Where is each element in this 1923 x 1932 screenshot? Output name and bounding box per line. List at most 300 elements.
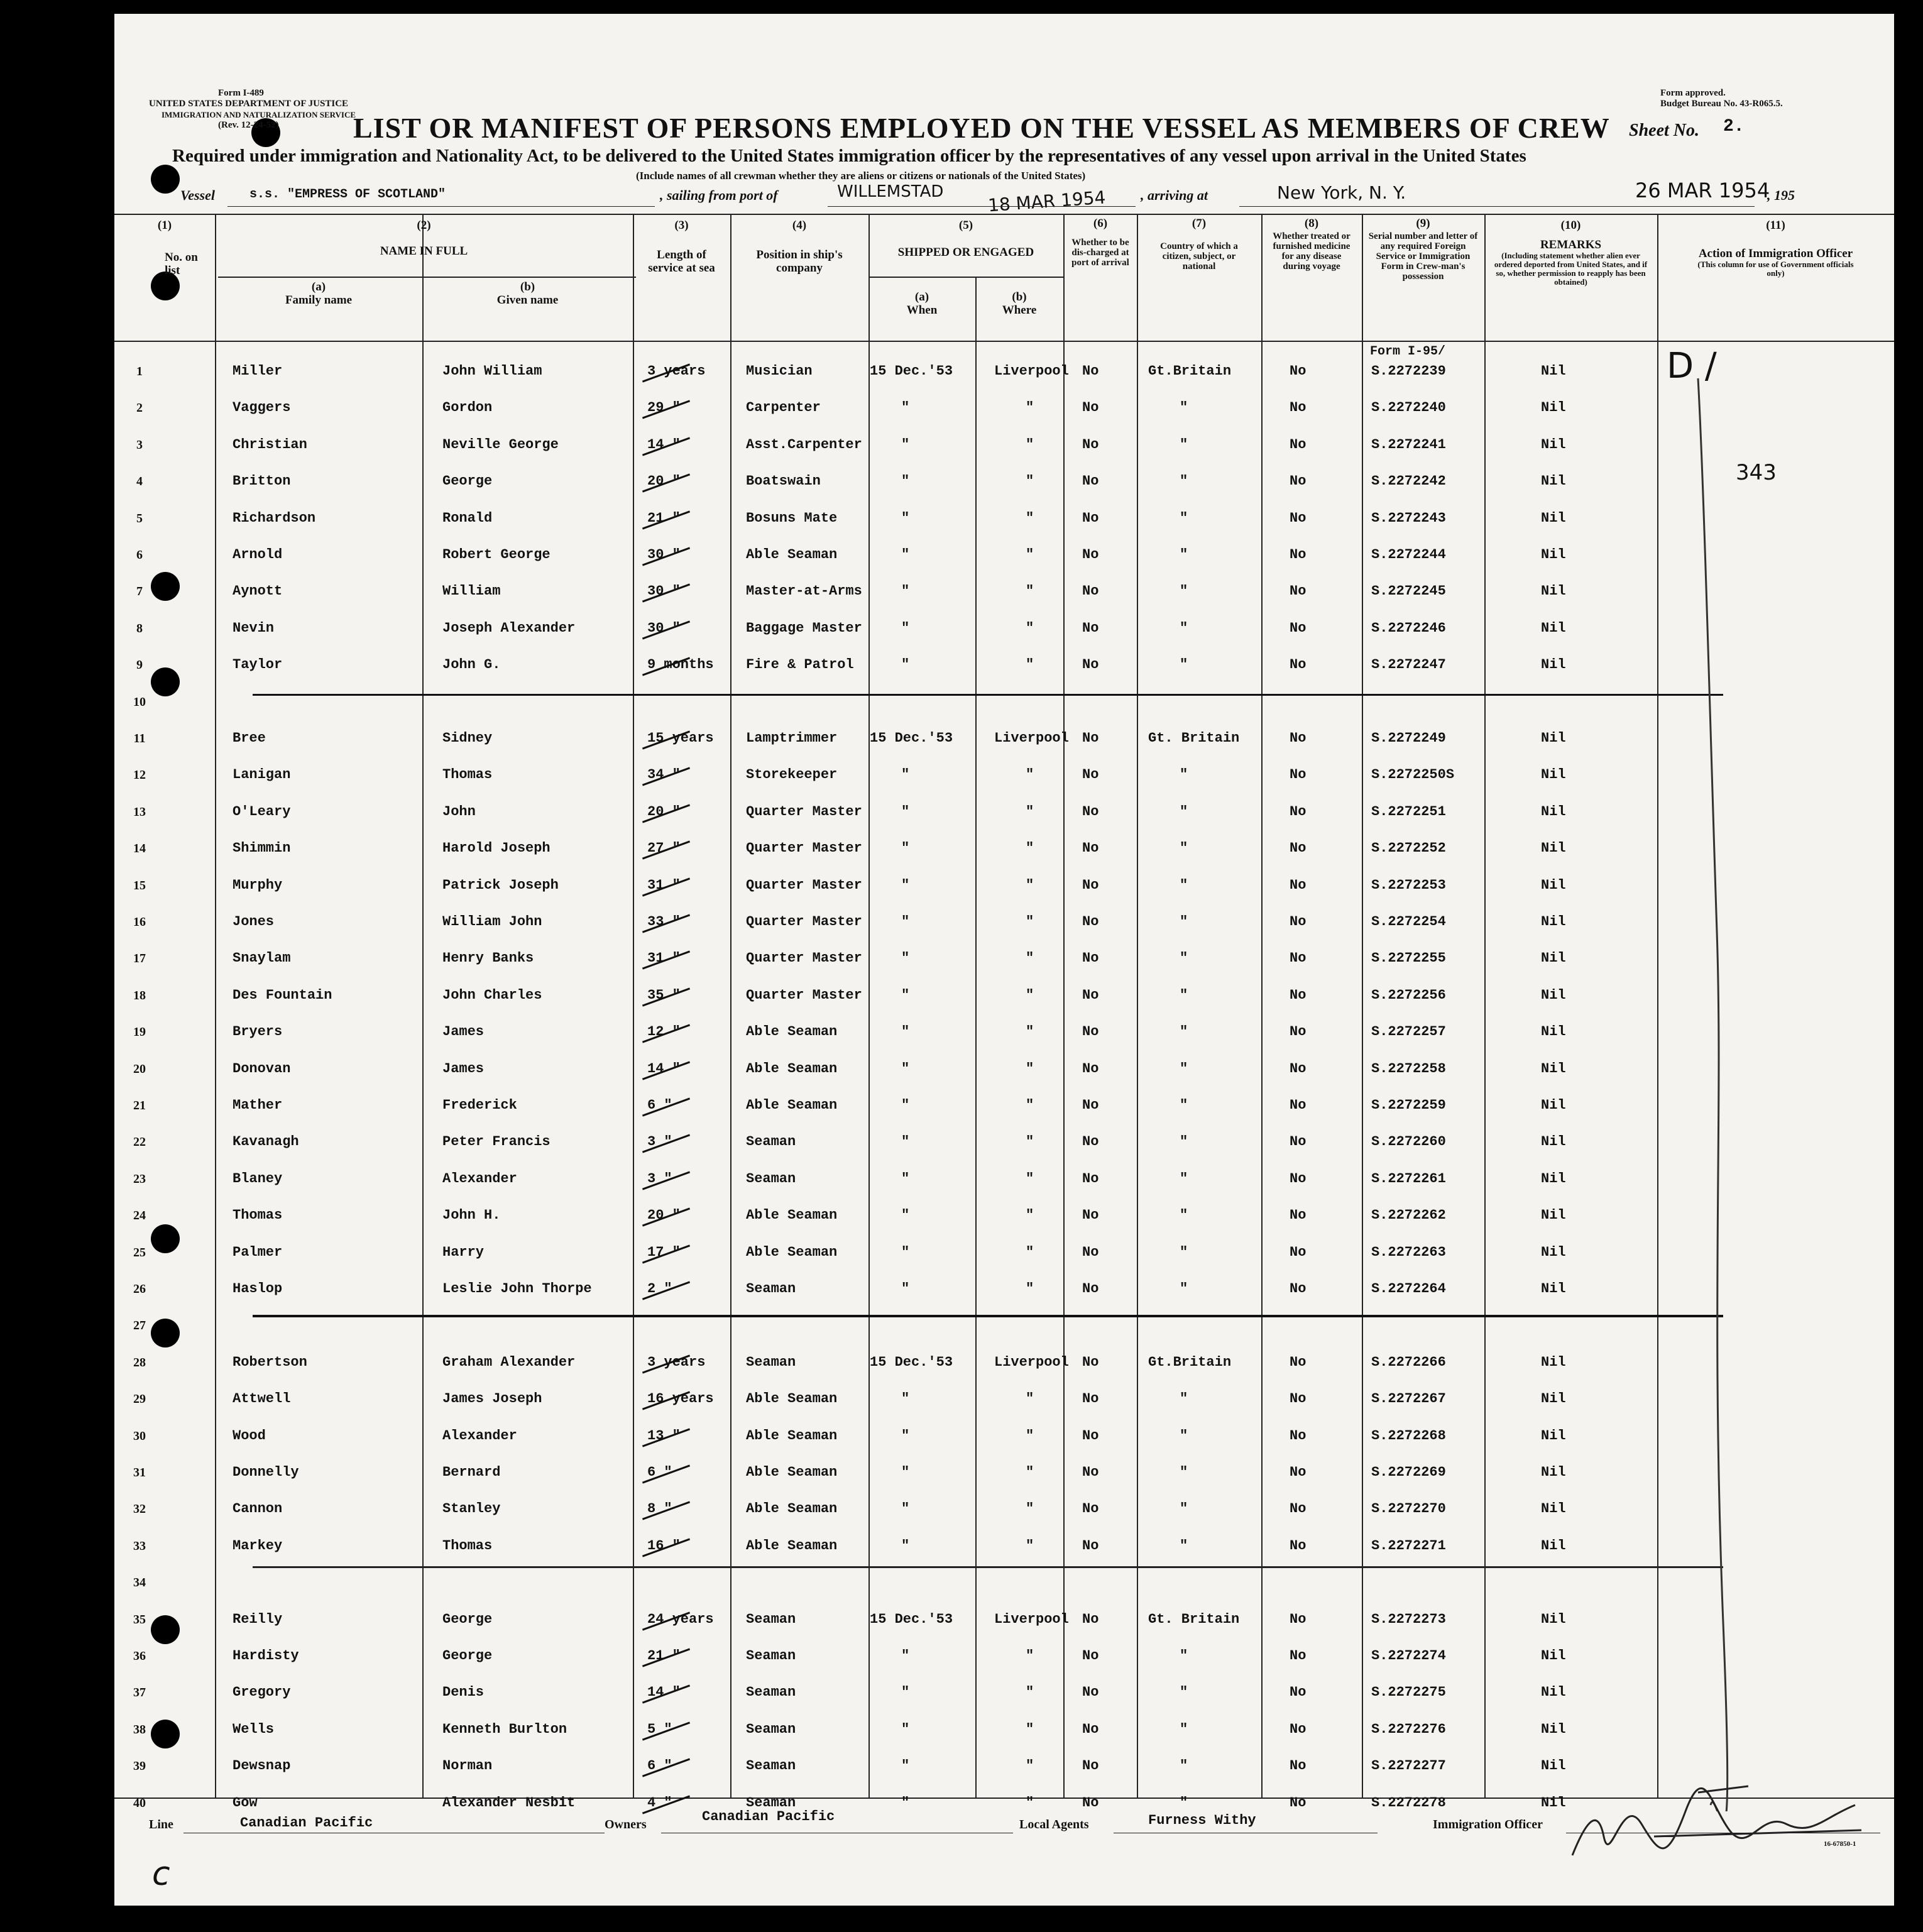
length-of-service: 27 ": [647, 840, 681, 856]
country: Gt.Britain: [1148, 363, 1232, 379]
vessel-name: s.s. "EMPRESS OF SCOTLAND": [249, 187, 446, 202]
length-of-service: 14 ": [647, 1061, 681, 1077]
shipped-when: ": [901, 1244, 910, 1260]
col4-header: (4) Position in ship's company: [756, 219, 843, 275]
given-name: James Joseph: [442, 1391, 542, 1407]
length-of-service: 5 ": [647, 1721, 672, 1737]
shipped-when: 15 Dec.'53: [870, 730, 953, 746]
discharged: No: [1082, 547, 1099, 563]
shipped-where: ": [1026, 583, 1034, 599]
remarks: Nil: [1541, 1758, 1566, 1774]
row-number: 4: [136, 475, 143, 488]
shipped-when: ": [901, 1207, 910, 1223]
remarks: Nil: [1541, 437, 1566, 453]
position: Seaman: [746, 1171, 796, 1187]
row-number: 28: [133, 1356, 146, 1369]
family-name: Kavanagh: [233, 1134, 299, 1150]
serial-number: S.2272271: [1371, 1538, 1446, 1554]
row-number: 13: [133, 805, 146, 819]
treated: No: [1290, 1097, 1307, 1113]
discharged: No: [1082, 840, 1099, 856]
treated: No: [1290, 1538, 1307, 1554]
shipped-when: ": [901, 547, 910, 563]
shipped-when: ": [901, 1648, 910, 1664]
row-number: 10: [133, 695, 146, 709]
shipped-when: ": [901, 510, 910, 526]
arrival-port: New York, N. Y.: [1277, 182, 1406, 203]
discharged: No: [1082, 730, 1099, 746]
shipped-when: ": [901, 987, 910, 1003]
length-of-service: 30 ": [647, 620, 681, 636]
serial-number: S.2272255: [1371, 950, 1446, 966]
given-name: Neville George: [442, 437, 559, 453]
given-name: Harry: [442, 1244, 485, 1260]
position: Boatswain: [746, 473, 821, 489]
treated: No: [1290, 1464, 1307, 1480]
given-name: Stanley: [442, 1501, 501, 1517]
discharged: No: [1082, 1611, 1099, 1627]
treated: No: [1290, 840, 1307, 856]
treated: No: [1290, 1648, 1307, 1664]
remarks: Nil: [1541, 510, 1566, 526]
row-number: 3: [136, 438, 143, 452]
row-number: 25: [133, 1246, 146, 1260]
remarks: Nil: [1541, 877, 1566, 893]
serial-number: S.2272258: [1371, 1061, 1446, 1077]
family-name: Britton: [233, 473, 291, 489]
family-name: Robertson: [233, 1354, 307, 1370]
position: Seaman: [746, 1648, 796, 1664]
remarks: Nil: [1541, 1024, 1566, 1040]
shipped-where: ": [1026, 987, 1034, 1003]
family-name: Cannon: [233, 1501, 283, 1517]
country: Gt.Britain: [1148, 1354, 1232, 1370]
family-name: Des Fountain: [233, 987, 332, 1003]
shipped-when: ": [901, 1538, 910, 1554]
given-name: Thomas: [442, 767, 493, 782]
col6-header: (6) Whether to be dis-charged at port of arrival: [1071, 217, 1129, 268]
serial-number: S.2272274: [1371, 1648, 1446, 1664]
subtitle: Required under immigration and Nationality Act, to be delivered to the United States immigration officer by the representatives of any vessel upon arrival in the United States: [172, 146, 1526, 166]
position: Carpenter: [746, 400, 821, 415]
discharged: No: [1082, 767, 1099, 782]
treated: No: [1290, 1281, 1307, 1297]
shipped-when: ": [901, 914, 910, 930]
remarks: Nil: [1541, 950, 1566, 966]
country: ": [1180, 510, 1188, 526]
family-name: Blaney: [233, 1171, 283, 1187]
shipped-where: ": [1026, 437, 1034, 453]
col5b-header: (b) Where: [1002, 290, 1037, 317]
line-value: Canadian Pacific: [240, 1815, 373, 1831]
treated: No: [1290, 987, 1307, 1003]
country: ": [1180, 804, 1188, 820]
serial-number: S.2272239: [1371, 363, 1446, 379]
family-name: Attwell: [233, 1391, 291, 1407]
row-number: 20: [133, 1062, 146, 1076]
col2-header: (2) NAME IN FULL: [380, 219, 468, 258]
position: Seaman: [746, 1721, 796, 1737]
length-of-service: 4 ": [647, 1795, 672, 1811]
row-number: 17: [133, 952, 146, 965]
position: Able Seaman: [746, 1244, 838, 1260]
discharged: No: [1082, 473, 1099, 489]
country: ": [1180, 1464, 1188, 1480]
discharged: No: [1082, 1648, 1099, 1664]
shipped-when: ": [901, 1501, 910, 1517]
shipped-when: 15 Dec.'53: [870, 363, 953, 379]
length-of-service: 20 ": [647, 1207, 681, 1223]
row-number: 16: [133, 915, 146, 929]
position: Bosuns Mate: [746, 510, 838, 526]
family-name: Aynott: [233, 583, 283, 599]
shipped-when: ": [901, 950, 910, 966]
position: Able Seaman: [746, 1024, 838, 1040]
row-number: 39: [133, 1759, 146, 1773]
arriving-label: , arriving at: [1141, 187, 1208, 203]
treated: No: [1290, 950, 1307, 966]
country: ": [1180, 657, 1188, 672]
given-name: Henry Banks: [442, 950, 534, 966]
position: Able Seaman: [746, 1391, 838, 1407]
shipped-when: ": [901, 767, 910, 782]
given-name: John G.: [442, 657, 501, 672]
family-name: Donnelly: [233, 1464, 299, 1480]
given-name: John: [442, 804, 476, 820]
discharged: No: [1082, 1097, 1099, 1113]
remarks: Nil: [1541, 1464, 1566, 1480]
serial-number: S.2272244: [1371, 547, 1446, 563]
discharged: No: [1082, 1758, 1099, 1774]
col2b-header: (b) Given name: [496, 280, 559, 307]
treated: No: [1290, 1024, 1307, 1040]
owners-value: Canadian Pacific: [702, 1809, 835, 1825]
position: Lamptrimmer: [746, 730, 838, 746]
sailing-label: , sailing from port of: [660, 187, 778, 203]
row-number: 18: [133, 989, 146, 1002]
officer-signature: [1560, 1767, 1887, 1880]
serial-number: S.2272243: [1371, 510, 1446, 526]
treated: No: [1290, 657, 1307, 672]
length-of-service: 35 ": [647, 987, 681, 1003]
remarks: Nil: [1541, 473, 1566, 489]
serial-number: S.2272266: [1371, 1354, 1446, 1370]
discharged: No: [1082, 363, 1099, 379]
treated: No: [1290, 1171, 1307, 1187]
country: ": [1180, 1061, 1188, 1077]
shipped-where: ": [1026, 1684, 1034, 1700]
given-name: Thomas: [442, 1538, 493, 1554]
serial-number: S.2272278: [1371, 1795, 1446, 1811]
position: Quarter Master: [746, 987, 862, 1003]
shipped-when: ": [901, 1464, 910, 1480]
serial-number: S.2272259: [1371, 1097, 1446, 1113]
remarks: Nil: [1541, 1097, 1566, 1113]
treated: No: [1290, 1134, 1307, 1150]
position: Quarter Master: [746, 914, 862, 930]
shipped-where: ": [1026, 620, 1034, 636]
serial-number: S.2272262: [1371, 1207, 1446, 1223]
serial-number: S.2272251: [1371, 804, 1446, 820]
shipped-where: ": [1026, 1024, 1034, 1040]
treated: No: [1290, 804, 1307, 820]
given-name: William John: [442, 914, 542, 930]
shipped-when: ": [901, 1024, 910, 1040]
serial-number: S.2272260: [1371, 1134, 1446, 1150]
row-number: 12: [133, 768, 146, 782]
discharged: No: [1082, 1281, 1099, 1297]
position: Musician: [746, 363, 813, 379]
line-label: Line: [149, 1818, 173, 1831]
department: UNITED STATES DEPARTMENT OF JUSTICE: [149, 99, 349, 109]
length-of-service: 31 ": [647, 950, 681, 966]
remarks: Nil: [1541, 1354, 1566, 1370]
treated: No: [1290, 1611, 1307, 1627]
shipped-where: Liverpool: [994, 730, 1069, 746]
serial-number: S.2272267: [1371, 1391, 1446, 1407]
remarks: Nil: [1541, 1134, 1566, 1150]
family-name: Donovan: [233, 1061, 291, 1077]
row-number: 33: [133, 1539, 146, 1553]
shipped-where: ": [1026, 1721, 1034, 1737]
shipped-when: ": [901, 1721, 910, 1737]
row-number: 37: [133, 1686, 146, 1699]
serial-number: S.2272277: [1371, 1758, 1446, 1774]
treated: No: [1290, 547, 1307, 563]
country: ": [1180, 1538, 1188, 1554]
discharged: No: [1082, 1354, 1099, 1370]
punch-hole: [151, 165, 180, 194]
serial-number: S.2272264: [1371, 1281, 1446, 1297]
agents-value: Furness Withy: [1148, 1813, 1256, 1828]
print-code: 16-67850-1: [1824, 1840, 1856, 1848]
shipped-where: Liverpool: [994, 1611, 1069, 1627]
length-of-service: 33 ": [647, 914, 681, 930]
given-name: Joseph Alexander: [442, 620, 576, 636]
position: Seaman: [746, 1354, 796, 1370]
family-name: Shimmin: [233, 840, 291, 856]
col11-header: (11) Action of Immigration Officer (This column for use of Government officials only): [1697, 219, 1854, 278]
vessel-label: Vessel: [180, 187, 215, 203]
treated: No: [1290, 1684, 1307, 1700]
country: ": [1180, 620, 1188, 636]
treated: No: [1290, 1244, 1307, 1260]
treated: No: [1290, 1061, 1307, 1077]
country: ": [1180, 437, 1188, 453]
length-of-service: 2 ": [647, 1281, 672, 1297]
officer-label: Immigration Officer: [1433, 1818, 1543, 1831]
row-number: 35: [133, 1613, 146, 1627]
family-name: O'Leary: [233, 804, 291, 820]
position: Able Seaman: [746, 1538, 838, 1554]
family-name: Bryers: [233, 1024, 283, 1040]
discharged: No: [1082, 1501, 1099, 1517]
given-name: George: [442, 1611, 493, 1627]
country: ": [1180, 1281, 1188, 1297]
remarks: Nil: [1541, 547, 1566, 563]
family-name: Palmer: [233, 1244, 283, 1260]
position: Quarter Master: [746, 840, 862, 856]
shipped-when: ": [901, 1391, 910, 1407]
shipped-where: ": [1026, 1391, 1034, 1407]
shipped-when: ": [901, 1428, 910, 1444]
family-name: Snaylam: [233, 950, 291, 966]
shipped-where: ": [1026, 1648, 1034, 1664]
treated: No: [1290, 1428, 1307, 1444]
treated: No: [1290, 473, 1307, 489]
remarks: Nil: [1541, 1648, 1566, 1664]
country: ": [1180, 1795, 1188, 1811]
length-of-service: 16 years: [647, 1391, 714, 1407]
position: Able Seaman: [746, 1464, 838, 1480]
serial-number: S.2272252: [1371, 840, 1446, 856]
given-name: Alexander: [442, 1171, 517, 1187]
discharged: No: [1082, 400, 1099, 415]
country: ": [1180, 473, 1188, 489]
remarks: Nil: [1541, 1171, 1566, 1187]
length-of-service: 31 ": [647, 877, 681, 893]
row-number: 36: [133, 1649, 146, 1663]
treated: No: [1290, 1501, 1307, 1517]
remarks: Nil: [1541, 1244, 1566, 1260]
sailing-port: WILLEMSTAD: [837, 182, 944, 201]
shipped-where: ": [1026, 657, 1034, 672]
shipped-where: ": [1026, 1061, 1034, 1077]
length-of-service: 3 years: [647, 363, 706, 379]
length-of-service: 6 ": [647, 1097, 672, 1113]
serial-number: S.2272270: [1371, 1501, 1446, 1517]
remarks: Nil: [1541, 1061, 1566, 1077]
country: ": [1180, 914, 1188, 930]
position: Seaman: [746, 1684, 796, 1700]
discharged: No: [1082, 1171, 1099, 1187]
given-name: Ronald: [442, 510, 493, 526]
col5-header: (5) SHIPPED OR ENGAGED: [897, 219, 1034, 259]
serial-number: S.2272254: [1371, 914, 1446, 930]
shipped-where: ": [1026, 1501, 1034, 1517]
country: ": [1180, 1024, 1188, 1040]
discharged: No: [1082, 1428, 1099, 1444]
length-of-service: 17 ": [647, 1244, 681, 1260]
col7-header: (7) Country of which a citizen, subject, or national: [1160, 217, 1238, 272]
shipped-where: Liverpool: [994, 1354, 1069, 1370]
discharged: No: [1082, 877, 1099, 893]
shipped-when: ": [901, 1684, 910, 1700]
treated: No: [1290, 510, 1307, 526]
family-name: Vaggers: [233, 400, 291, 415]
remarks: Nil: [1541, 1721, 1566, 1737]
family-name: Mather: [233, 1097, 283, 1113]
given-name: Bernard: [442, 1464, 501, 1480]
remarks: Nil: [1541, 583, 1566, 599]
given-name: Kenneth Burlton: [442, 1721, 567, 1737]
given-name: Alexander: [442, 1428, 517, 1444]
position: Quarter Master: [746, 950, 862, 966]
country: ": [1180, 1391, 1188, 1407]
budget-text: Budget Bureau No. 43-R065.5.: [1660, 99, 1783, 109]
length-of-service: 6 ": [647, 1464, 672, 1480]
discharged: No: [1082, 510, 1099, 526]
serial-number: S.2272273: [1371, 1611, 1446, 1627]
country: ": [1180, 1758, 1188, 1774]
shipped-where: ": [1026, 1538, 1034, 1554]
treated: No: [1290, 767, 1307, 782]
page-title: LIST OR MANIFEST OF PERSONS EMPLOYED ON THE VESSEL AS MEMBERS OF CREW: [353, 112, 1610, 144]
given-name: Harold Joseph: [442, 840, 551, 856]
given-name: James: [442, 1024, 485, 1040]
length-of-service: 30 ": [647, 547, 681, 563]
family-name: Arnold: [233, 547, 283, 563]
row-number: 22: [133, 1135, 146, 1149]
country: ": [1180, 1134, 1188, 1150]
shipped-where: ": [1026, 914, 1034, 930]
remarks: Nil: [1541, 1795, 1566, 1811]
serial-number: S.2272245: [1371, 583, 1446, 599]
given-name: William: [442, 583, 501, 599]
family-name: Richardson: [233, 510, 316, 526]
family-name: Lanigan: [233, 767, 291, 782]
discharged: No: [1082, 657, 1099, 672]
row-number: 15: [133, 879, 146, 892]
remarks: Nil: [1541, 730, 1566, 746]
shipped-where: ": [1026, 950, 1034, 966]
family-name: Nevin: [233, 620, 275, 636]
remarks: Nil: [1541, 767, 1566, 782]
discharged: No: [1082, 804, 1099, 820]
remarks: Nil: [1541, 620, 1566, 636]
shipped-where: ": [1026, 1758, 1034, 1774]
treated: No: [1290, 1207, 1307, 1223]
family-name: Bree: [233, 730, 266, 746]
country: Gt. Britain: [1148, 1611, 1240, 1627]
country: ": [1180, 840, 1188, 856]
length-of-service: 24 years: [647, 1611, 714, 1627]
shipped-when: ": [901, 1134, 910, 1150]
remarks: Nil: [1541, 1684, 1566, 1700]
col3-header: (3) Length of service at sea: [648, 219, 715, 275]
shipped-where: ": [1026, 840, 1034, 856]
length-of-service: 9 months: [647, 657, 714, 672]
col1-header: (1) No. on list: [157, 219, 198, 277]
serial-number: S.2272250S: [1371, 767, 1455, 782]
serial-number: S.2272247: [1371, 657, 1446, 672]
shipped-where: Liverpool: [994, 363, 1069, 379]
shipped-when: ": [901, 437, 910, 453]
form-approval: [1660, 88, 1783, 109]
col2a-header: (a) Family name: [285, 280, 353, 307]
row-number: 14: [133, 842, 146, 855]
remarks: Nil: [1541, 657, 1566, 672]
row-number: 38: [133, 1723, 146, 1737]
remarks: Nil: [1541, 1611, 1566, 1627]
given-name: George: [442, 1648, 493, 1664]
row-number: 24: [133, 1209, 146, 1222]
shipped-where: ": [1026, 1795, 1034, 1811]
family-name: Wood: [233, 1428, 266, 1444]
remarks: Nil: [1541, 840, 1566, 856]
country: ": [1180, 547, 1188, 563]
given-name: Denis: [442, 1684, 485, 1700]
length-of-service: 8 ": [647, 1501, 672, 1517]
form-number: Form I-489: [218, 88, 264, 98]
row-number: 2: [136, 401, 143, 415]
form-i95-note: Form I-95/: [1370, 344, 1446, 359]
country: ": [1180, 1428, 1188, 1444]
length-of-service: 14 ": [647, 437, 681, 453]
family-name: Thomas: [233, 1207, 283, 1223]
treated: No: [1290, 1795, 1307, 1811]
officer-number: 343: [1736, 460, 1777, 485]
